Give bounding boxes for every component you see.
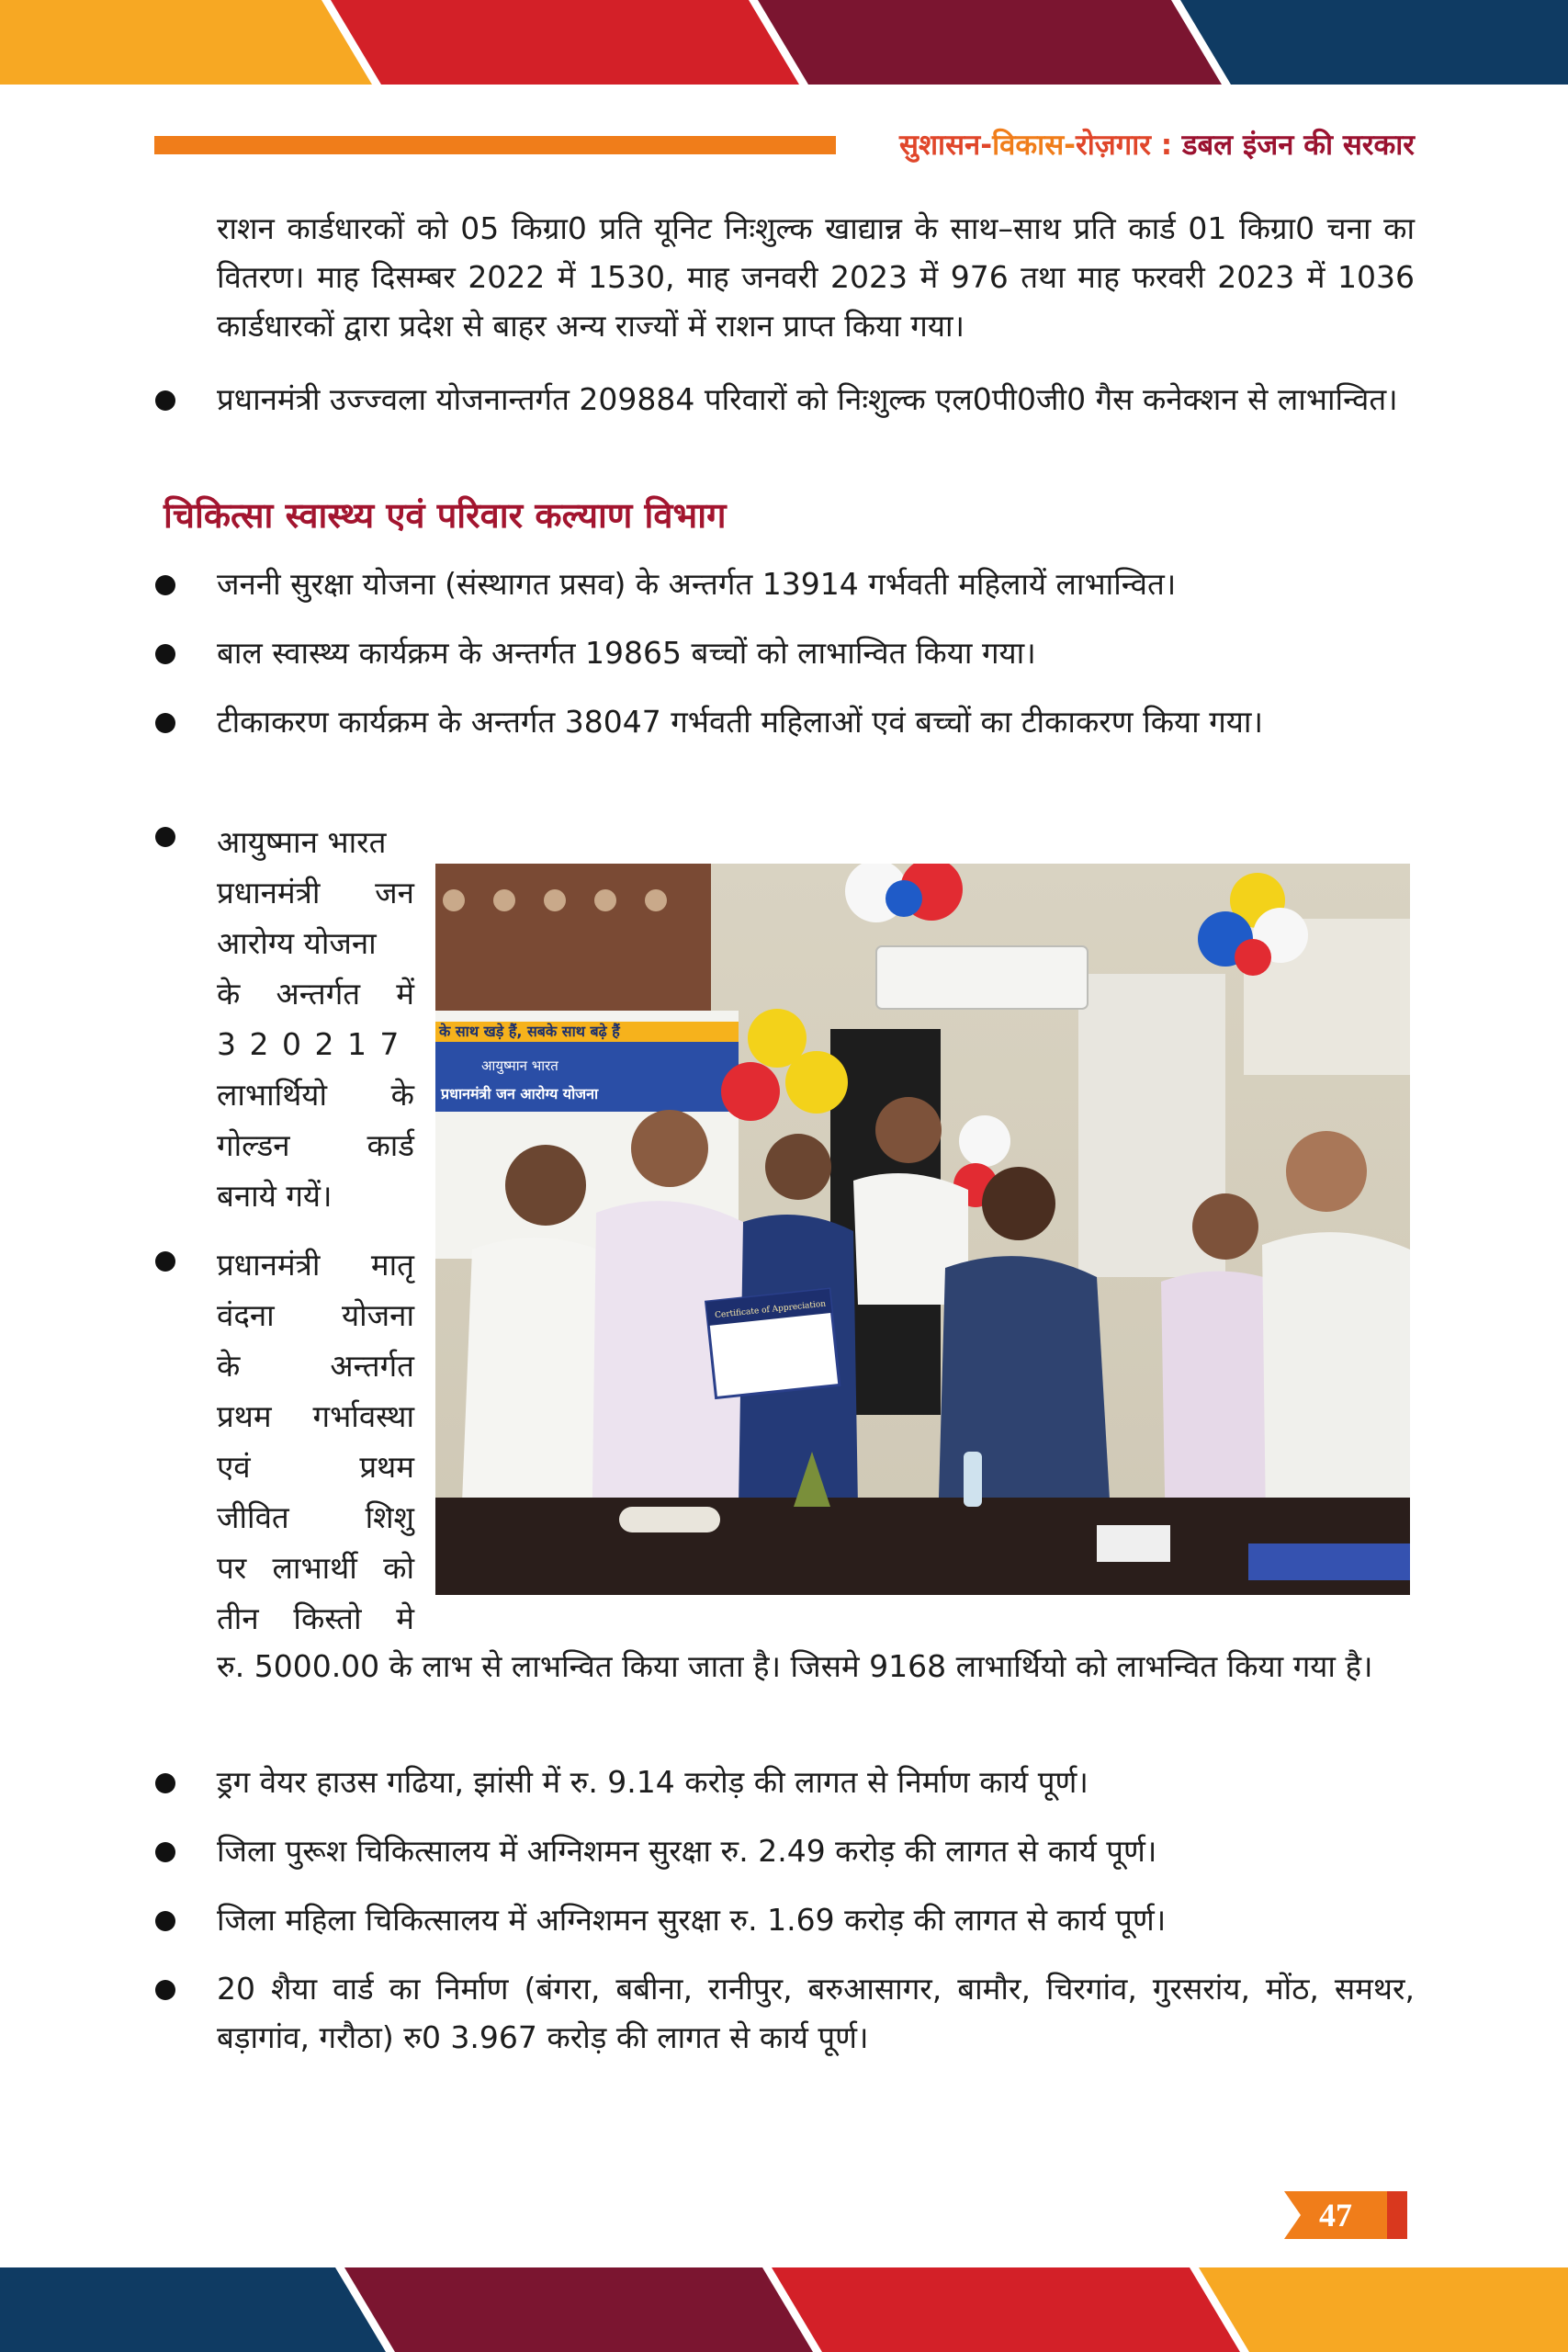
top-color-band [0,0,1568,85]
bullet-matru-vandana [217,1239,414,1644]
header-part-4: डबल इंजन की सरकार [1181,129,1415,162]
ayushman-line: लाभार्थियो के [217,1077,414,1113]
bullet-dot [155,1980,175,2000]
bullet-dot [155,1251,175,1272]
bullet-purush-hospital: जिला पुरूश चिकित्सालय में अग्निशमन सुरक्षा रु. 2.49 करोड़ की लागत से कार्य पूर्ण। [217,1833,1157,1869]
bullet-dot [155,1842,175,1862]
event-photo [435,864,1410,1595]
bullet-ayushman [217,817,414,1221]
matru-line: एवं प्रथम [217,1449,414,1485]
bottom-color-band [0,2267,1568,2352]
matru-vandana-continuation: रु. 5000.00 के लाभ से लाभन्वित किया जाता है। जिसमे 9168 लाभार्थियो को लाभन्वित किया गया है। [217,1648,1373,1684]
bullet-dot [155,1911,175,1931]
header-part-2: विकास- [992,129,1077,162]
ayushman-line: आरोग्य योजना [217,925,377,961]
page-number: 47 [1319,2197,1352,2233]
matru-line: जीवित शिशु [217,1499,414,1535]
ayushman-line: 3 2 0 2 1 7 [217,1026,401,1062]
header-rule [154,136,836,154]
bullet-janani: जननी सुरक्षा योजना (संस्थागत प्रसव) के अन्तर्गत 13914 गर्भवती महिलायें लाभान्वित। [217,566,1177,602]
bullet-dot [155,1773,175,1793]
matru-line: पर लाभार्थी को [217,1550,414,1586]
ayushman-line: के अन्तर्गत में [217,976,414,1012]
bullet-ward-construction: 20 शैया वार्ड का निर्माण (बंगरा, बबीना, रानीपुर, बरुआसागर, बामौर, चिरगांव, गुरसरांय, मोंठ, समथर, बड़ागांव, गरौठा) रु0 3.967 करोड़ की लागत से कार्य पूर्ण। [217,1971,1415,2055]
banner-line: आयुष्मान भारत [481,1057,558,1074]
matru-line: के अन्तर्गत [217,1348,414,1384]
banner-line: के साथ खड़े हैं, सबके साथ बढ़े हैं [439,1023,620,1040]
ayushman-line: आयुष्मान भारत [217,824,387,860]
matru-line: प्रथम गर्भावस्था [217,1398,414,1434]
bullet-drug-warehouse: ड्रग वेयर हाउस गढिया, झांसी में रु. 9.14 करोड़ की लागत से निर्माण कार्य पूर्ण। [217,1764,1089,1800]
continuation-paragraph: राशन कार्डधारकों को 05 किग्रा0 प्रति यूनिट निःशुल्क खाद्यान्न के साथ–साथ प्रति कार्ड 01 किग्रा0 चना का वितरण। माह दिसम्बर 2022 में 1530, माह जनवरी 2023 में 976 तथा माह फरवरी 2023 में 1036 कार्डधारकों द्वारा प्रदेश से बाहर अन्य राज्यों में राशन प्राप्त किया गया। [217,210,1415,344]
bullet-dot [155,390,175,411]
ayushman-line: प्रधानमंत्री जन [217,875,414,910]
header-part-3: रोज़गार : [1076,129,1182,162]
bullet-tikakaran: टीकाकरण कार्यक्रम के अन्तर्गत 38047 गर्भवती महिलाओं एवं बच्चों का टीकाकरण किया गया। [217,704,1263,740]
running-header [854,125,1415,165]
certificate-title: Certificate of Appreciation [714,1299,827,1321]
bullet-dot [155,827,175,847]
bullet-dot [155,713,175,733]
bullet-mahila-hospital: जिला महिला चिकित्सालय में अग्निशमन सुरक्षा रु. 1.69 करोड़ की लागत से कार्य पूर्ण। [217,1902,1167,1938]
matru-line: प्रधानमंत्री मातृ [217,1247,414,1283]
section-heading: चिकित्सा स्वास्थ्य एवं परिवार कल्याण विभाग [164,495,727,536]
ujjwala-bullet: प्रधानमंत्री उज्ज्वला योजनान्तर्गत 209884 परिवारों को निःशुल्क एल0पी0जी0 गैस कनेक्शन से लाभान्वित। [217,381,1398,417]
ayushman-line: बनाये गयें। [217,1178,333,1214]
banner-line: प्रधानमंत्री जन आरोग्य योजना [441,1085,599,1102]
bullet-bal-swasthya: बाल स्वास्थ्य कार्यक्रम के अन्तर्गत 19865 बच्चों को लाभान्वित किया गया। [217,635,1036,671]
bullet-dot [155,575,175,595]
ayushman-line: गोल्डन कार्ड [217,1127,414,1163]
matru-line: तीन किस्तो मे [217,1600,414,1636]
bullet-dot [155,644,175,664]
header-part-1: सुशासन- [899,129,993,162]
matru-line: वंदना योजना [217,1297,414,1333]
